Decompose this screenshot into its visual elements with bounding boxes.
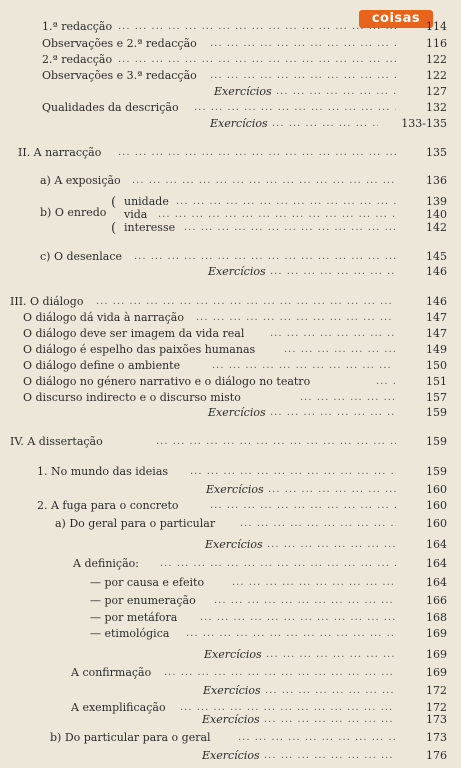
- dot-leader: [164, 666, 396, 680]
- toc-entry: [0, 684, 461, 698]
- entry-title: Exercícios: [208, 406, 266, 419]
- entry-page: 159: [426, 435, 447, 448]
- dot-leader: [210, 499, 396, 513]
- entry-title: 1. No mundo das ideias: [37, 465, 169, 478]
- dot-leader: [210, 69, 396, 83]
- dot-leader: [284, 343, 396, 357]
- entry-title: vida: [124, 208, 148, 221]
- toc-entry: [0, 53, 461, 67]
- entry-title: O diálogo no género narrativo e o diálogo no teatro: [23, 375, 311, 388]
- entry-page: 140: [426, 208, 447, 221]
- toc-entry: [0, 343, 461, 357]
- entry-page: 116: [426, 37, 447, 50]
- toc-subentry: [0, 627, 461, 641]
- dot-leader: [194, 101, 396, 115]
- entry-page: 173: [426, 713, 447, 726]
- entry-title: b) Do particular para o geral: [50, 731, 211, 744]
- entry-page: 133-135: [401, 117, 447, 130]
- entry-title: III. O diálogo: [10, 295, 84, 308]
- entry-title: a) A exposição: [40, 174, 121, 187]
- entry-title: O diálogo é espelho das paixões humanas: [23, 343, 256, 356]
- entry-title: — por enumeração: [90, 594, 196, 607]
- entry-title: Exercícios: [210, 117, 268, 130]
- toc-subentry: [0, 594, 461, 608]
- dot-leader: [240, 517, 396, 531]
- entry-title: O diálogo deve ser imagem da vida real: [23, 327, 245, 340]
- entry-title: Observações e 3.ª redacção: [42, 69, 197, 82]
- entry-page: 164: [426, 557, 447, 570]
- dot-leader: [118, 20, 396, 34]
- dot-leader: [268, 483, 396, 497]
- entry-title: Qualidades da descrição: [42, 101, 179, 114]
- dot-leader: [176, 195, 396, 209]
- dot-leader: [376, 375, 396, 389]
- toc-entry: [0, 713, 461, 727]
- entry-page: 150: [426, 359, 447, 372]
- dot-leader: [272, 117, 378, 131]
- toc-entry: [0, 375, 461, 389]
- dot-leader: [214, 594, 396, 608]
- entry-page: 145: [426, 250, 447, 263]
- entry-page: 157: [426, 391, 447, 404]
- dot-leader: [160, 557, 396, 571]
- toc-entry: [0, 311, 461, 325]
- dot-leader: [118, 146, 396, 160]
- entry-page: 168: [426, 611, 447, 624]
- entry-page: 169: [426, 627, 447, 640]
- dot-leader: [184, 221, 396, 235]
- entry-page: 142: [426, 221, 447, 234]
- coisas-watermark-logo: coisas: [359, 10, 433, 28]
- toc-entry: [0, 666, 461, 680]
- dot-leader: [264, 749, 396, 763]
- toc-section-heading: [0, 146, 461, 160]
- dot-leader: [270, 406, 396, 420]
- entry-page: 160: [426, 499, 447, 512]
- entry-page: 176: [426, 749, 447, 762]
- entry-page: 122: [426, 69, 447, 82]
- toc-entry: [0, 465, 461, 479]
- toc-entry: [0, 69, 461, 83]
- entry-page: 159: [426, 465, 447, 478]
- toc-entry: [0, 517, 461, 531]
- toc-entry: [0, 391, 461, 405]
- dot-leader: [200, 611, 396, 625]
- toc-entry: [0, 265, 461, 279]
- entry-page: 149: [426, 343, 447, 356]
- toc-subentry: [0, 208, 461, 222]
- dot-leader: [132, 174, 396, 188]
- entry-page: 160: [426, 483, 447, 496]
- dot-leader: [300, 391, 396, 405]
- entry-page: 147: [426, 311, 447, 324]
- entry-title: unidade: [124, 195, 169, 208]
- entry-page: 160: [426, 517, 447, 530]
- dot-leader: [264, 713, 396, 727]
- entry-title: Exercícios: [206, 483, 264, 496]
- toc-entry: [0, 101, 461, 115]
- dot-leader: [134, 250, 396, 264]
- toc-entry: [0, 749, 461, 763]
- entry-page: 173: [426, 731, 447, 744]
- entry-title: 2. A fuga para o concreto: [37, 499, 179, 512]
- entry-title: — por causa e efeito: [90, 576, 205, 589]
- entry-page: 159: [426, 406, 447, 419]
- entry-page: 172: [426, 684, 447, 697]
- entry-title: Exercícios: [208, 265, 266, 278]
- entry-title: O diálogo define o ambiente: [23, 359, 181, 372]
- entry-title: A definição:: [73, 557, 139, 570]
- toc-entry: [0, 327, 461, 341]
- brace-mark: (: [111, 195, 117, 210]
- entry-title: O discurso indirecto e o discurso misto: [23, 391, 241, 404]
- entry-title: Exercícios: [202, 749, 260, 762]
- entry-title: Exercícios: [205, 538, 263, 551]
- dot-leader: [238, 731, 396, 745]
- entry-title: 2.ª redacção: [42, 53, 113, 66]
- dot-leader: [190, 465, 396, 479]
- entry-page: 164: [426, 576, 447, 589]
- dot-leader: [270, 327, 396, 341]
- dot-leader: [210, 37, 396, 51]
- dot-leader: [267, 538, 396, 552]
- toc-entry: [0, 499, 461, 513]
- toc-entry: [0, 174, 461, 188]
- entry-page: 146: [426, 295, 447, 308]
- brace-mark: (: [111, 221, 117, 236]
- toc-entry: [0, 557, 461, 571]
- toc-entry: [0, 731, 461, 745]
- toc-entry: [0, 250, 461, 264]
- toc-entry: [0, 117, 461, 131]
- entry-title: IV. A dissertação: [10, 435, 103, 448]
- entry-page: 122: [426, 53, 447, 66]
- toc-entry: [0, 85, 461, 99]
- entry-title: O diálogo dá vida à narração: [23, 311, 184, 324]
- entry-page: 136: [426, 174, 447, 187]
- entry-page: 172: [426, 701, 447, 714]
- entry-title: Exercícios: [202, 713, 260, 726]
- entry-title: — etimológica: [90, 627, 170, 640]
- entry-title: Exercícios: [204, 648, 262, 661]
- dot-leader: [212, 359, 396, 373]
- entry-title: Exercícios: [214, 85, 272, 98]
- dot-leader: [266, 648, 396, 662]
- entry-page: 135: [426, 146, 447, 159]
- toc-entry: [0, 648, 461, 662]
- entry-title: Observações e 2.ª redacção: [42, 37, 197, 50]
- toc-section-heading: [0, 435, 461, 449]
- entry-page: 169: [426, 666, 447, 679]
- entry-page: 146: [426, 265, 447, 278]
- toc-entry: [0, 483, 461, 497]
- entry-page: 151: [426, 375, 447, 388]
- toc-subentry: [0, 576, 461, 590]
- dot-leader: [196, 311, 396, 325]
- dot-leader: [158, 208, 396, 222]
- toc-entry: [0, 20, 461, 34]
- toc-subentry: [0, 611, 461, 625]
- toc-entry: [0, 359, 461, 373]
- toc-section-heading: [0, 295, 461, 309]
- dot-leader: [270, 265, 396, 279]
- entry-title: interesse: [124, 221, 176, 234]
- entry-title: a) Do geral para o particular: [55, 517, 216, 530]
- entry-page: 169: [426, 648, 447, 661]
- entry-title: A exemplificação: [71, 701, 166, 714]
- toc-entry: [0, 406, 461, 420]
- entry-title: c) O desenlace: [40, 250, 123, 263]
- entry-page: 164: [426, 538, 447, 551]
- entry-title: 1.ª redacção: [42, 20, 113, 33]
- entry-page: 147: [426, 327, 447, 340]
- toc-entry: [0, 538, 461, 552]
- toc-subentry: [0, 221, 461, 235]
- entry-page: 139: [426, 195, 447, 208]
- entry-title: — por metáfora: [90, 611, 178, 624]
- dot-leader: [232, 576, 396, 590]
- entry-title: b) O enredo: [40, 206, 107, 219]
- entry-page: 132: [426, 101, 447, 114]
- toc-subentry: [0, 195, 461, 209]
- entry-page: 166: [426, 594, 447, 607]
- dot-leader: [156, 435, 396, 449]
- toc-entry: [0, 37, 461, 51]
- dot-leader: [186, 627, 396, 641]
- dot-leader: [96, 295, 396, 309]
- dot-leader: [118, 53, 396, 67]
- entry-title: II. A narracção: [18, 146, 102, 159]
- entry-title: A confirmação: [71, 666, 152, 679]
- entry-page: 127: [426, 85, 447, 98]
- entry-title: Exercícios: [203, 684, 261, 697]
- dot-leader: [265, 684, 396, 698]
- dot-leader: [276, 85, 396, 99]
- entry-page: 114: [426, 20, 447, 33]
